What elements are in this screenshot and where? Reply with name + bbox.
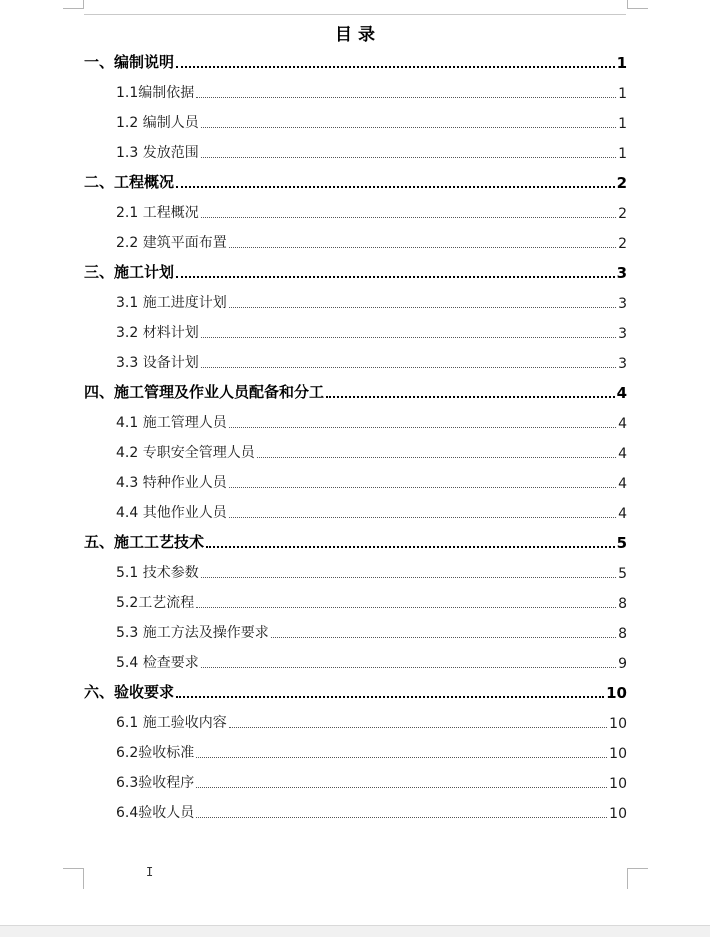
toc-entry-page: 3 bbox=[616, 264, 627, 282]
toc-entry-subsection-3-2[interactable] bbox=[84, 318, 627, 348]
toc-entry-label: 2.1 工程概况 bbox=[116, 205, 199, 221]
toc-entry-page: 10 bbox=[606, 684, 627, 702]
toc-entry-subsection-6-1[interactable] bbox=[84, 708, 627, 738]
dot-leader bbox=[176, 66, 615, 68]
dot-leader bbox=[229, 427, 616, 428]
toc-entry-subsection-4-3[interactable] bbox=[84, 468, 627, 498]
toc-entry-page: 10 bbox=[609, 806, 627, 822]
toc-entry-label: 3.2 材料计划 bbox=[116, 325, 199, 341]
dot-leader bbox=[196, 787, 607, 788]
toc-entry-section-4[interactable] bbox=[84, 378, 627, 408]
toc-entry-subsection-5-3[interactable] bbox=[84, 618, 627, 648]
dot-leader bbox=[257, 457, 616, 458]
dot-leader bbox=[206, 546, 615, 548]
toc-entry-page: 9 bbox=[618, 656, 627, 672]
toc-entry-subsection-2-1[interactable] bbox=[84, 198, 627, 228]
toc-entry-page: 1 bbox=[616, 54, 627, 72]
toc-entry-subsection-4-4[interactable] bbox=[84, 498, 627, 528]
dot-leader bbox=[229, 517, 616, 518]
dot-leader bbox=[196, 757, 607, 758]
toc-entry-label: 1.3 发放范围 bbox=[116, 145, 199, 161]
header-rule bbox=[84, 14, 626, 15]
toc-entry-page: 4 bbox=[616, 384, 627, 402]
toc-entry-label: 五、施工工艺技术 bbox=[84, 533, 205, 551]
toc-entry-label: 6.3验收程序 bbox=[116, 775, 195, 791]
dot-leader bbox=[201, 667, 616, 668]
toc-entry-page: 5 bbox=[616, 534, 627, 552]
toc-entry-subsection-1-2[interactable] bbox=[84, 108, 627, 138]
toc-entry-label: 5.2工艺流程 bbox=[116, 595, 195, 611]
dot-leader bbox=[201, 577, 616, 578]
toc-entry-page: 4 bbox=[618, 476, 627, 492]
toc-entry-page: 1 bbox=[618, 116, 627, 132]
toc-entry-subsection-3-1[interactable] bbox=[84, 288, 627, 318]
toc-entry-label: 5.4 检查要求 bbox=[116, 655, 199, 671]
dot-leader bbox=[201, 157, 616, 158]
crop-mark-bottom-right bbox=[627, 868, 648, 889]
toc-entry-label: 4.3 特种作业人员 bbox=[116, 475, 227, 491]
toc-entry-page: 10 bbox=[609, 776, 627, 792]
toc-entry-label: 3.1 施工进度计划 bbox=[116, 295, 227, 311]
dot-leader bbox=[229, 247, 616, 248]
dot-leader bbox=[229, 307, 616, 308]
toc-entry-subsection-5-2[interactable] bbox=[84, 588, 627, 618]
toc-entry-section-2[interactable] bbox=[84, 168, 627, 198]
toc-entry-section-3[interactable] bbox=[84, 258, 627, 288]
toc-entry-subsection-5-1[interactable] bbox=[84, 558, 627, 588]
toc-entry-label: 6.4验收人员 bbox=[116, 805, 195, 821]
toc-entry-label: 5.3 施工方法及操作要求 bbox=[116, 625, 269, 641]
dot-leader bbox=[326, 396, 615, 398]
toc-entry-label: 一、编制说明 bbox=[84, 53, 175, 71]
toc-entry-section-1[interactable] bbox=[84, 48, 627, 78]
toc-entry-page: 1 bbox=[618, 146, 627, 162]
toc-entry-section-6[interactable] bbox=[84, 678, 627, 708]
toc-entry-subsection-1-3[interactable] bbox=[84, 138, 627, 168]
toc-entry-label: 1.1编制依据 bbox=[116, 85, 195, 101]
toc-entry-page: 4 bbox=[618, 446, 627, 462]
crop-mark-top-left bbox=[63, 0, 84, 9]
toc-entry-page: 10 bbox=[609, 716, 627, 732]
toc-entry-label: 1.2 编制人员 bbox=[116, 115, 199, 131]
toc-entry-label: 4.2 专职安全管理人员 bbox=[116, 445, 255, 461]
dot-leader bbox=[196, 607, 616, 608]
toc-entry-page: 5 bbox=[618, 566, 627, 582]
toc-entry-subsection-1-1[interactable] bbox=[84, 78, 627, 108]
dot-leader bbox=[201, 337, 616, 338]
dot-leader bbox=[201, 367, 616, 368]
toc-entry-page: 10 bbox=[609, 746, 627, 762]
toc-entry-page: 3 bbox=[618, 356, 627, 372]
toc-entry-label: 6.1 施工验收内容 bbox=[116, 715, 227, 731]
toc-entry-label: 6.2验收标准 bbox=[116, 745, 195, 761]
toc-entry-subsection-4-1[interactable] bbox=[84, 408, 627, 438]
toc-entry-section-5[interactable] bbox=[84, 528, 627, 558]
toc-entry-page: 2 bbox=[616, 174, 627, 192]
crop-mark-top-right bbox=[627, 0, 648, 9]
dot-leader bbox=[176, 696, 604, 698]
dot-leader bbox=[201, 127, 616, 128]
dot-leader bbox=[201, 217, 616, 218]
toc-entry-label: 2.2 建筑平面布置 bbox=[116, 235, 227, 251]
toc-entry-subsection-6-2[interactable] bbox=[84, 738, 627, 768]
toc-entry-label: 3.3 设备计划 bbox=[116, 355, 199, 371]
toc-entry-subsection-5-4[interactable] bbox=[84, 648, 627, 678]
toc-entry-label: 4.4 其他作业人员 bbox=[116, 505, 227, 521]
crop-mark-bottom-left bbox=[63, 868, 84, 889]
dot-leader bbox=[176, 186, 615, 188]
toc-entry-label: 5.1 技术参数 bbox=[116, 565, 199, 581]
toc-entry-label: 三、施工计划 bbox=[84, 263, 175, 281]
toc-entry-label: 4.1 施工管理人员 bbox=[116, 415, 227, 431]
toc-entry-label: 二、工程概况 bbox=[84, 173, 175, 191]
toc-entry-page: 2 bbox=[618, 236, 627, 252]
dot-leader bbox=[271, 637, 616, 638]
toc-entry-subsection-2-2[interactable] bbox=[84, 228, 627, 258]
table-of-contents bbox=[84, 48, 627, 828]
dot-leader bbox=[176, 276, 615, 278]
dot-leader bbox=[229, 727, 607, 728]
toc-entry-page: 3 bbox=[618, 326, 627, 342]
toc-entry-page: 4 bbox=[618, 416, 627, 432]
toc-entry-page: 8 bbox=[618, 596, 627, 612]
toc-entry-page: 8 bbox=[618, 626, 627, 642]
toc-title: 目 录 bbox=[335, 25, 375, 45]
toc-entry-page: 4 bbox=[618, 506, 627, 522]
toc-entry-subsection-6-4[interactable] bbox=[84, 798, 627, 828]
text-cursor-icon: I bbox=[146, 865, 154, 879]
toc-entry-page: 1 bbox=[618, 86, 627, 102]
toc-entry-subsection-6-3[interactable] bbox=[84, 768, 627, 798]
toc-entry-subsection-4-2[interactable] bbox=[84, 438, 627, 468]
toc-entry-label: 四、施工管理及作业人员配备和分工 bbox=[84, 383, 325, 401]
toc-entry-subsection-3-3[interactable] bbox=[84, 348, 627, 378]
dot-leader bbox=[196, 97, 616, 98]
toc-entry-page: 3 bbox=[618, 296, 627, 312]
page-gap bbox=[0, 925, 710, 937]
dot-leader bbox=[229, 487, 616, 488]
toc-entry-page: 2 bbox=[618, 206, 627, 222]
dot-leader bbox=[196, 817, 607, 818]
toc-entry-label: 六、验收要求 bbox=[84, 683, 175, 701]
